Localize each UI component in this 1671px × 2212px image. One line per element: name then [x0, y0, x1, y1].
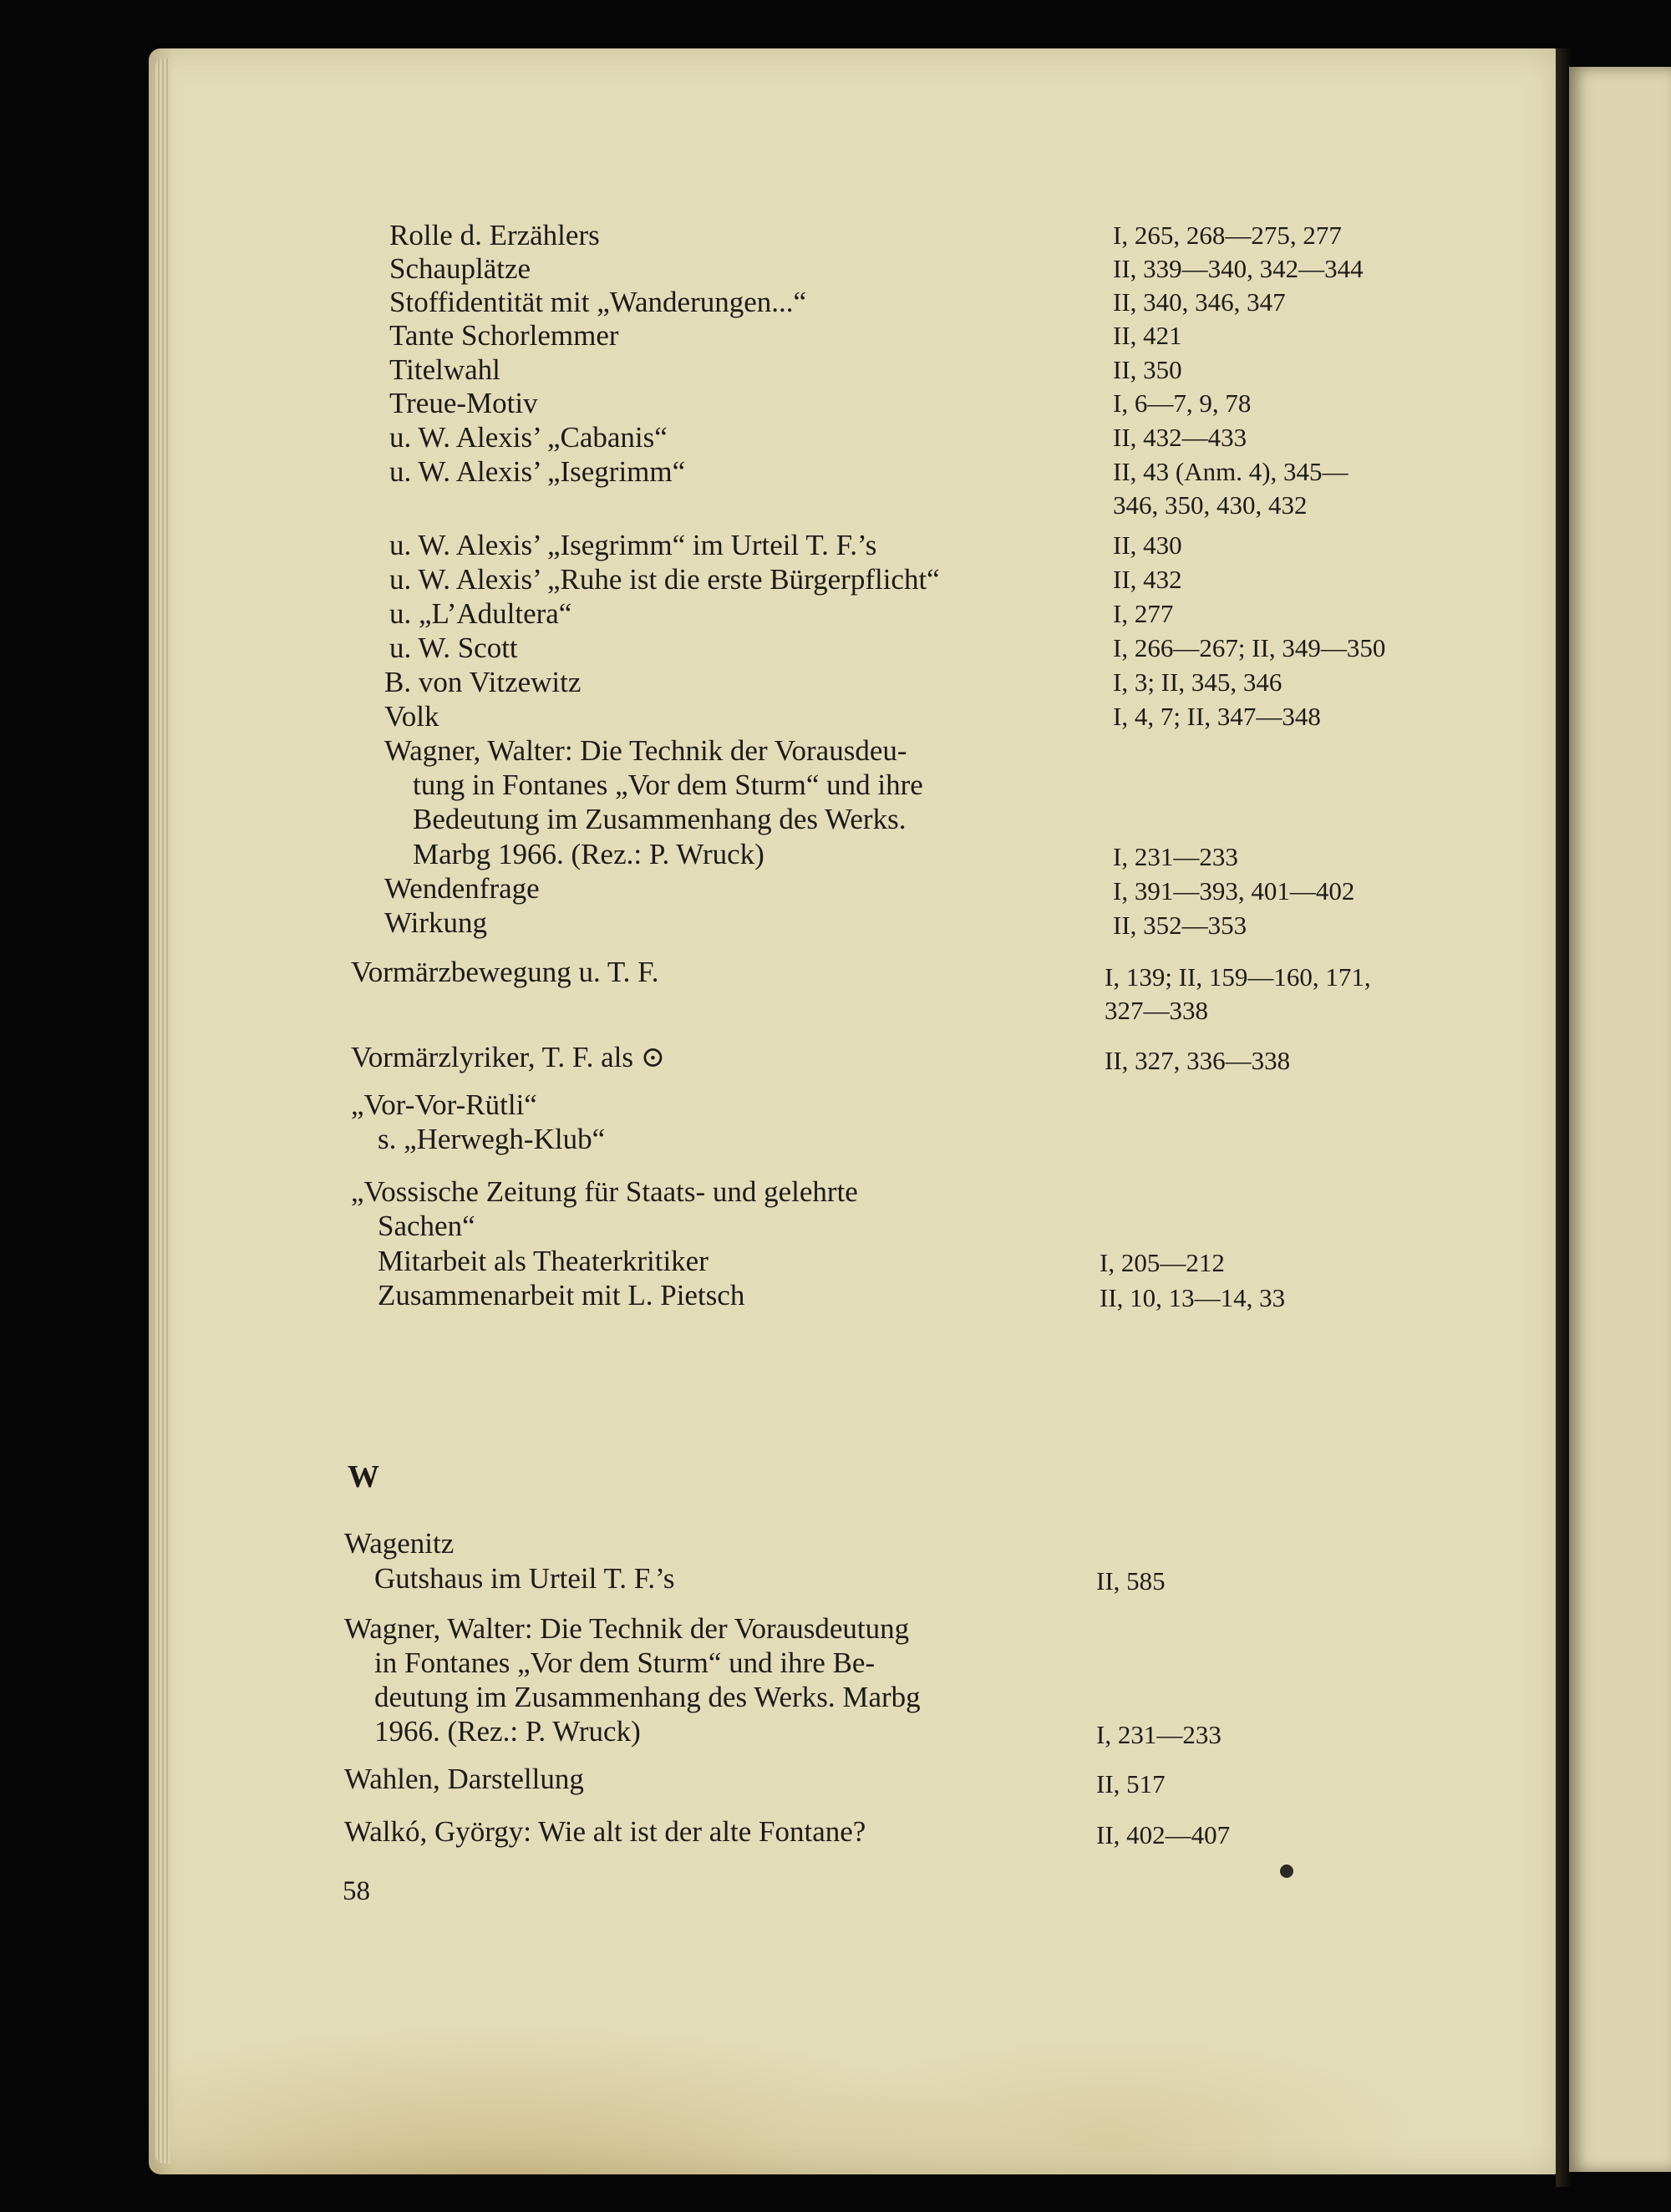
- index-ref: I, 6—7, 9, 78: [1113, 388, 1252, 418]
- index-ref: I, 3; II, 345, 346: [1113, 667, 1282, 697]
- index-ref: I, 139; II, 159—160, 171,: [1105, 962, 1371, 992]
- index-ref: II, 340, 346, 347: [1113, 287, 1286, 317]
- index-entry: u. „L’Adultera“: [389, 597, 572, 630]
- page-edge: [155, 58, 170, 2164]
- index-ref: I, 266—267; II, 349—350: [1113, 633, 1386, 662]
- index-entry: Rolle d. Erzählers: [389, 219, 600, 251]
- index-subentry: Gutshaus im Urteil T. F.’s: [374, 1562, 675, 1595]
- index-ref: II, 432: [1113, 565, 1182, 594]
- index-entry: Walkó, György: Wie alt ist der alte Fontane?: [344, 1815, 866, 1848]
- index-entry: Stoffidentität mit „Wanderungen...“: [389, 286, 807, 318]
- index-entry-continuation: in Fontanes „Vor dem Sturm“ und ihre Be-: [374, 1646, 876, 1679]
- index-entry-continuation: deutung im Zusammenhang des Werks. Marbg: [374, 1681, 921, 1713]
- index-entry-continuation: 1966. (Rez.: P. Wruck): [374, 1715, 641, 1748]
- index-entry: Wagenitz: [344, 1527, 455, 1560]
- index-entry: Vormärzbewegung u. T. F.: [351, 956, 659, 988]
- index-entry-continuation: Sachen“: [378, 1210, 475, 1242]
- index-entry: u. W. Alexis’ „Cabanis“: [389, 421, 668, 454]
- index-entry-continuation: tung in Fontanes „Vor dem Sturm“ und ihre: [413, 769, 923, 801]
- index-entry: Titelwahl: [389, 353, 500, 386]
- index-ref: II, 10, 13—14, 33: [1100, 1283, 1286, 1312]
- index-entry: Vormärzlyriker, T. F. als ⊙: [351, 1041, 666, 1073]
- index-entry: Wahlen, Darstellung: [344, 1763, 584, 1795]
- index-entry: Zusammenarbeit mit L. Pietsch: [378, 1279, 745, 1311]
- index-ref: II, 517: [1096, 1769, 1166, 1799]
- index-ref: II, 421: [1113, 321, 1182, 350]
- index-ref: II, 350: [1113, 355, 1182, 384]
- index-ref: II, 43 (Anm. 4), 345—: [1113, 457, 1348, 486]
- index-ref: I, 265, 268—275, 277: [1113, 221, 1342, 250]
- index-entry: Mitarbeit als Theaterkritiker: [378, 1245, 709, 1277]
- index-entry: u. W. Alexis’ „Ruhe ist die erste Bürgerpflicht“: [389, 563, 940, 596]
- index-entry: Schauplätze: [389, 252, 531, 285]
- index-ref: I, 205—212: [1100, 1248, 1225, 1277]
- index-entry-continuation: Bedeutung im Zusammenhang des Werks.: [413, 803, 907, 835]
- index-entry: Tante Schorlemmer: [389, 319, 619, 352]
- facing-page: [1569, 67, 1671, 2172]
- index-entry-continuation: Marbg 1966. (Rez.: P. Wruck): [413, 838, 764, 870]
- index-ref: I, 277: [1113, 599, 1174, 628]
- index-cross-reference: s. „Herwegh-Klub“: [378, 1123, 606, 1155]
- page-number: 58: [343, 1876, 370, 1906]
- index-ref: II, 430: [1113, 530, 1182, 560]
- index-ref: I, 231—233: [1113, 842, 1238, 871]
- index-ref-continuation: 346, 350, 430, 432: [1113, 490, 1308, 520]
- index-ref: I, 391—393, 401—402: [1113, 876, 1355, 906]
- index-ref: II, 432—433: [1113, 423, 1247, 452]
- index-entry: u. W. Alexis’ „Isegrimm“: [389, 455, 686, 488]
- index-ref: I, 231—233: [1096, 1720, 1222, 1749]
- index-ref: I, 4, 7; II, 347—348: [1113, 702, 1321, 731]
- index-ref: II, 402—407: [1096, 1820, 1231, 1849]
- index-entry: Wirkung: [384, 906, 488, 939]
- index-entry: Wendenfrage: [384, 872, 540, 905]
- index-entry: „Vor-Vor-Rütli“: [351, 1088, 537, 1121]
- index-ref: II, 352—353: [1113, 911, 1247, 940]
- index-entry: Wagner, Walter: Die Technik der Vorausdeu-: [384, 734, 907, 767]
- ink-spot: [1280, 1864, 1293, 1878]
- index-ref: II, 339—340, 342—344: [1113, 254, 1364, 283]
- section-heading: W: [348, 1459, 379, 1494]
- index-entry: Wagner, Walter: Die Technik der Vorausdeutung: [344, 1612, 910, 1645]
- index-entry: B. von Vitzewitz: [384, 666, 582, 698]
- index-ref-continuation: 327—338: [1105, 996, 1208, 1025]
- index-ref: II, 585: [1096, 1566, 1166, 1596]
- index-entry: Treue-Motiv: [389, 387, 538, 419]
- index-ref: II, 327, 336—338: [1105, 1046, 1291, 1075]
- index-entry: Volk: [384, 700, 439, 733]
- index-entry: „Vossische Zeitung für Staats- und gelehrte: [351, 1175, 858, 1208]
- index-entry: u. W. Alexis’ „Isegrimm“ im Urteil T. F.’s: [389, 529, 877, 561]
- index-entry: u. W. Scott: [389, 632, 518, 664]
